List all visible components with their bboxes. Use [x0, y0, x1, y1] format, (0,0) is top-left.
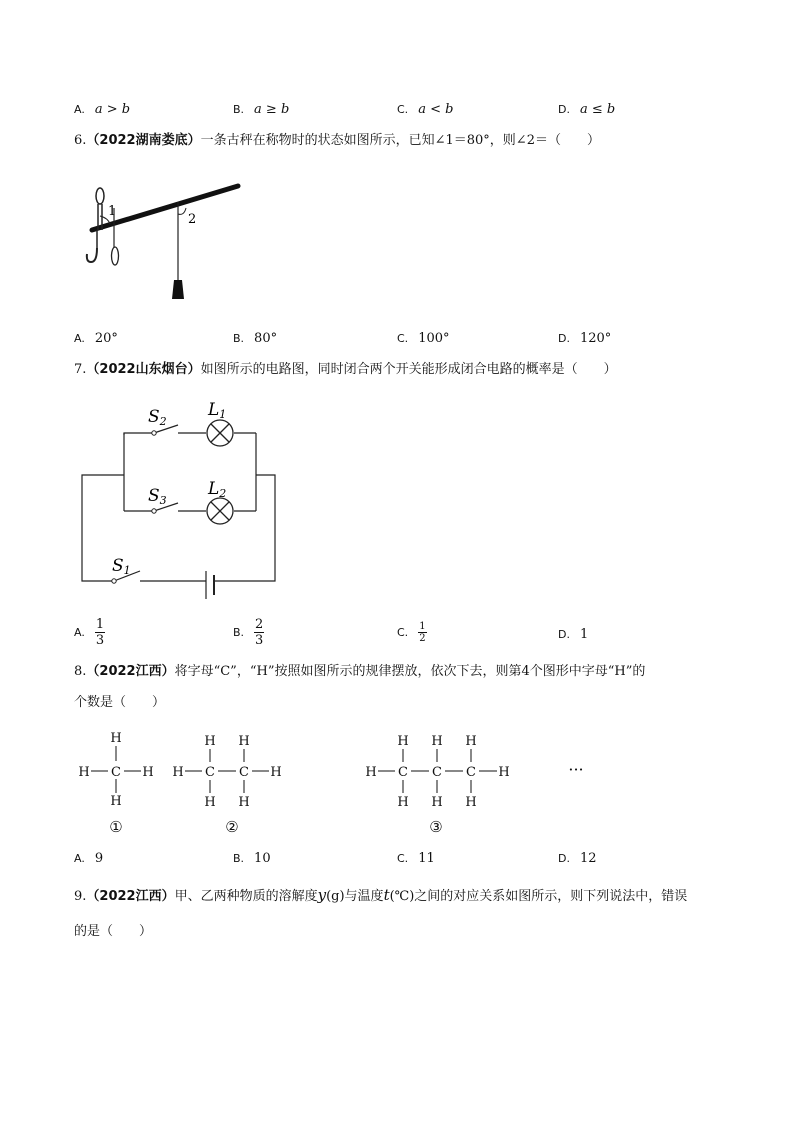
figure-number-1: ① — [109, 818, 123, 836]
lamp-l2-icon — [207, 498, 233, 524]
question-text: 将字母“C”，“H”按照如图所示的规律摆放，依次下去，则第4个图形中字母“H”的 — [174, 664, 646, 679]
continuation-dots: ··· — [568, 760, 584, 779]
lamp-l1-icon — [207, 420, 233, 446]
angle-1-label: 1 — [108, 204, 117, 219]
svg-text:C: C — [205, 765, 215, 780]
question-number: 6. — [74, 133, 87, 148]
q7-option-a: A. $\frac{1}{3}$ — [74, 617, 105, 648]
question-number: 7. — [74, 362, 87, 377]
question-number: 8. — [74, 664, 87, 679]
q6-option-a: A. 20° — [74, 331, 118, 346]
figure-number-2: ② — [225, 818, 239, 836]
lamp-l1-label: L1 — [208, 400, 227, 421]
svg-text:H: H — [142, 765, 154, 780]
svg-text:H: H — [110, 731, 122, 746]
q6-option-d: D. 120° — [558, 331, 612, 346]
svg-text:H: H — [204, 795, 216, 810]
figure-number-3: ③ — [429, 818, 443, 836]
svg-text:H: H — [365, 765, 377, 780]
q5-option-c: C. a < b — [397, 102, 454, 117]
question-source: （2022江西） — [86, 889, 175, 904]
svg-text:H: H — [172, 765, 184, 780]
q7-stem — [74, 360, 617, 380]
svg-text:H: H — [397, 795, 409, 810]
svg-text:H: H — [78, 765, 90, 780]
svg-text:H: H — [238, 795, 250, 810]
molecule-2 — [172, 734, 281, 836]
svg-text:C: C — [239, 765, 249, 780]
q9-stem-line2: 的是（ ） — [74, 924, 153, 939]
q7-option-c: C. $\frac{1}{2}$ — [397, 621, 426, 644]
svg-text:C: C — [111, 765, 121, 780]
question-text: 如图所示的电路图，同时闭合两个开关能形成闭合电路的概率是（ ） — [200, 362, 617, 377]
q5-option-a: A. a > b — [74, 102, 131, 117]
q5-option-d: D. a ≤ b — [558, 102, 616, 117]
molecule-3 — [365, 734, 509, 836]
q6-stem — [74, 131, 600, 151]
svg-text:H: H — [431, 734, 443, 749]
question-source: （2022湖南娄底） — [86, 133, 201, 148]
switch-s3-label: S3 — [148, 486, 167, 507]
svg-text:H: H — [465, 795, 477, 810]
molecule-figure — [74, 725, 604, 840]
steelyard-figure — [80, 178, 250, 308]
svg-text:C: C — [398, 765, 408, 780]
svg-text:H: H — [498, 765, 510, 780]
svg-text:H: H — [270, 765, 282, 780]
question-source: （2022江西） — [86, 664, 175, 679]
svg-text:H: H — [204, 734, 216, 749]
svg-text:C: C — [432, 765, 442, 780]
weight-icon — [172, 280, 184, 299]
q8-option-b: B. 10 — [233, 851, 271, 866]
q7-option-b: B. $\frac{2}{3}$ — [233, 617, 264, 648]
q9-stem: 9.（2022江西）甲、乙两种物质的溶解度y(g)与温度t(℃)之间的对应关系如图所示，则下列说法中，错误 — [74, 886, 688, 904]
q8-option-c: C. 11 — [397, 851, 435, 866]
q7-option-d: D. 1 — [558, 627, 589, 642]
q8-option-d: D. 12 — [558, 851, 597, 866]
lifting-ring — [96, 188, 104, 204]
question-source: （2022山东烟台） — [86, 362, 201, 377]
svg-text:C: C — [466, 765, 476, 780]
q6-option-b: B. 80° — [233, 331, 278, 346]
q8-option-a: A. 9 — [74, 851, 104, 866]
svg-text:H: H — [431, 795, 443, 810]
q8-stem-line2: 个数是（ ） — [74, 695, 166, 710]
svg-text:H: H — [110, 794, 122, 809]
circuit-figure — [74, 395, 284, 605]
switch-s2-label: S2 — [148, 407, 167, 428]
svg-text:H: H — [397, 734, 409, 749]
switch-s1-label: S1 — [112, 556, 131, 577]
svg-text:H: H — [465, 734, 477, 749]
angle-2-label: 2 — [188, 212, 197, 227]
molecule-1 — [78, 731, 153, 836]
question-text: 一条古秤在称物时的状态如图所示，已知∠1＝80°，则∠2＝（ ） — [200, 133, 600, 148]
lamp-l2-label: L2 — [208, 479, 227, 500]
q6-option-c: C. 100° — [397, 331, 450, 346]
svg-text:H: H — [238, 734, 250, 749]
question-number: 9. — [74, 889, 87, 904]
q8-stem — [74, 662, 645, 682]
hook-icon — [87, 248, 97, 262]
rope-loop — [112, 247, 119, 265]
q5-option-b: B. a ≥ b — [233, 102, 290, 117]
